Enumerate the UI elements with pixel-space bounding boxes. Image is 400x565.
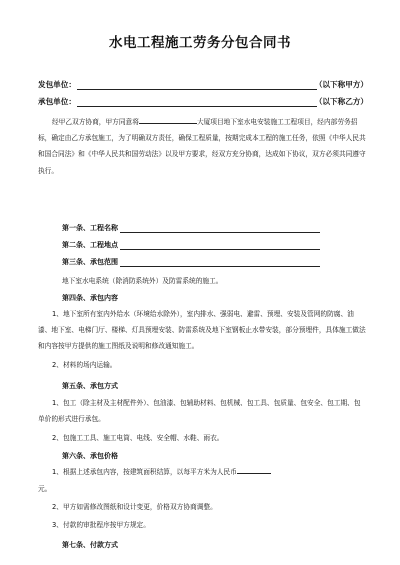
article-3-heading: 第三条、承包范围 <box>62 258 118 266</box>
method-item-2: 2、包施工工具、施工电筒、电线、安全帽、水鞋、雨衣。 <box>52 434 224 442</box>
article-7-heading: 第七条、付款方式 <box>62 541 118 549</box>
party-b-blank-line <box>77 106 317 107</box>
article-2-blank-line <box>120 249 320 250</box>
price-item-3: 3、付款的审批程序按甲方规定。 <box>52 521 150 529</box>
party-a-row <box>38 79 368 93</box>
price-item-1-unit: 元。 <box>38 485 52 493</box>
content-item-2: 2、材料的场内运输。 <box>52 361 117 369</box>
project-name-blank <box>139 116 197 124</box>
price-item-1-text: 1、根据上述承包内容，按建筑面积结算，以每平方米为人民币 <box>52 468 237 476</box>
party-b-suffix: （以下称乙方） <box>314 97 368 106</box>
content-item-1: 1、地下室所有室内外给水（环境给水除外），室内排水、强弱电、避雷、预埋、安装及管网的防腐、油漆、地下室、电梯门厅、楼梯、灯具预埋安装、防雷系统及地下室钢板止水带安装，部分预埋件，具体施工做法和内容按甲方提供的施工图纸及说明和修改通知施工。 <box>38 310 366 351</box>
article-1-row <box>62 223 362 235</box>
intro-part1: 经甲乙双方协商，甲方同意将 <box>52 118 139 126</box>
intro-paragraph <box>38 114 366 179</box>
scope-text: 地下室水电系统（除消防系统外）及防雷系统的施工。 <box>62 277 223 285</box>
article-4-heading: 第四条、承包内容 <box>62 294 118 302</box>
price-item-2: 2、甲方如需修改图纸和设计变更，价格双方协商调整。 <box>52 503 217 511</box>
article-2-heading: 第二条、工程地点 <box>62 241 118 249</box>
method-item-1: 1、包工（除主材及主材配件外）、包油漆、包辅助材料、包机械、包工具、包质量、包安全、包工期、包单价的形式进行承包。 <box>38 399 361 424</box>
party-a-suffix: （以下称甲方） <box>314 80 368 89</box>
article-6-heading: 第六条、承包价格 <box>62 452 118 460</box>
price-blank <box>237 466 271 474</box>
document-title: 水电工程施工劳务分包合同书 <box>109 35 291 51</box>
article-3-row <box>62 257 362 269</box>
article-3-blank-line <box>120 266 320 267</box>
party-b-row <box>38 96 368 110</box>
intro-part2: 大厦项目地下室水电安装施工工程项目，经内部劳务招标，确定由乙方承包施工，为了明确双方责任，确保工程质量，按期完成本工程的施工任务，依照《中华人民共和国合同法》和《中华人民共和国劳动法》以及甲方要求，经双方充分协商，达成如下协议，双方必须共同遵守执行。 <box>38 118 366 175</box>
article-5-heading: 第五条、承包方式 <box>62 382 118 390</box>
article-1-heading: 第一条、工程名称 <box>62 224 118 232</box>
price-item-1 <box>38 464 366 480</box>
party-a-blank-line <box>77 89 317 90</box>
article-2-row <box>62 240 362 252</box>
party-a-label: 发包单位： <box>38 80 76 89</box>
article-1-blank-line <box>120 232 320 233</box>
party-b-label: 承包单位： <box>38 97 76 106</box>
